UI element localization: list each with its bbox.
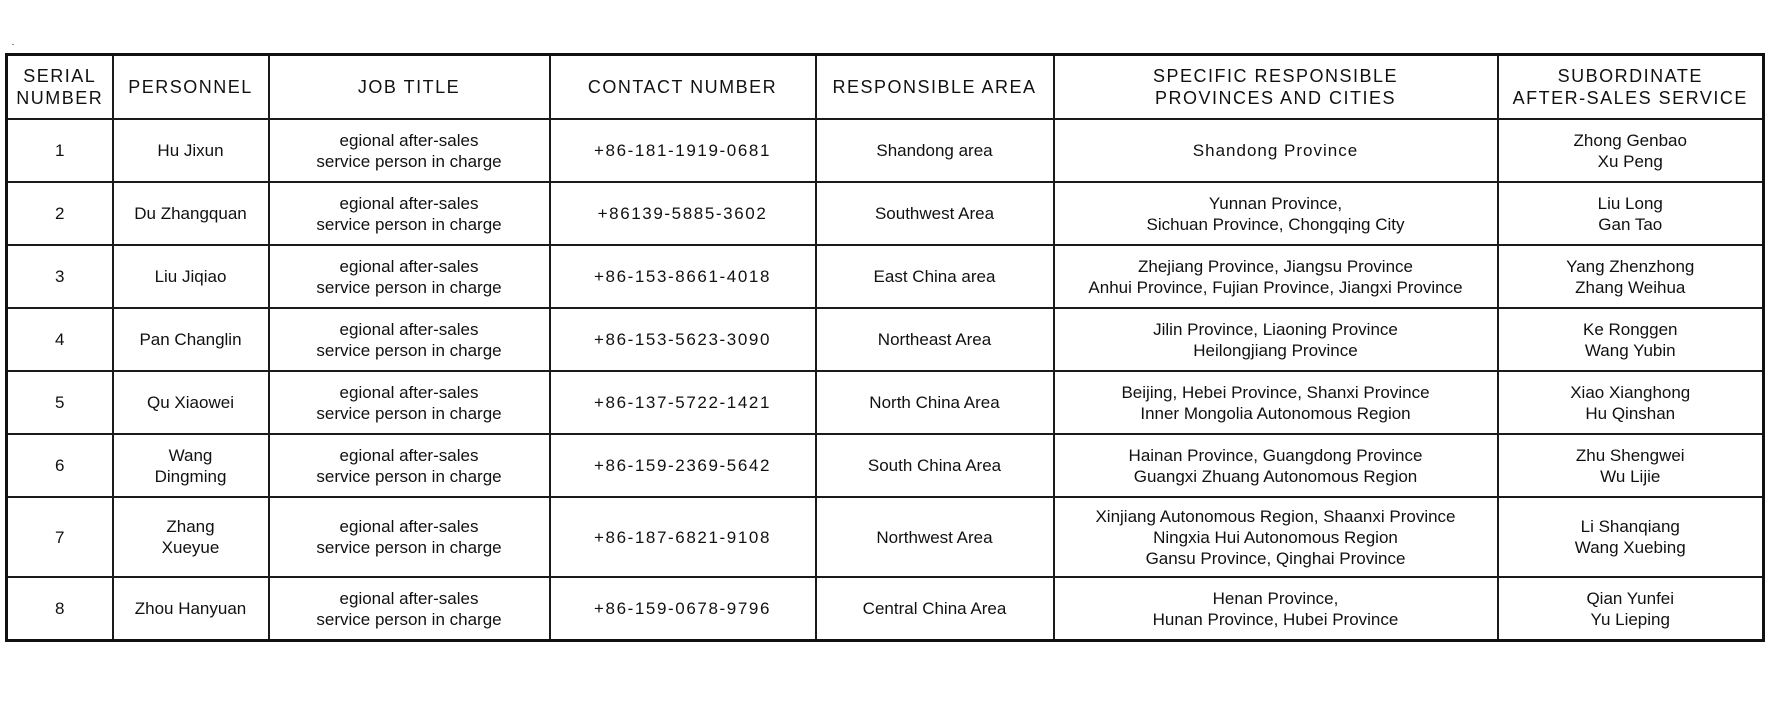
job-title-cell: egional after-sales service person in charge (269, 182, 550, 245)
provinces-cell: Hainan Province, Guangdong Province Guangxi Zhuang Autonomous Region (1054, 434, 1498, 497)
personnel-cell: Zhou Hanyuan (113, 577, 269, 641)
contact-number-cell: +86-153-5623-3090 (550, 308, 816, 371)
responsible-area-cell: Central China Area (816, 577, 1054, 641)
table-header-row (7, 55, 1764, 120)
provinces-cell: Yunnan Province, Sichuan Province, Chongqing City (1054, 182, 1498, 245)
serial-cell: 6 (7, 434, 113, 497)
contact-number-cell: +86-187-6821-9108 (550, 497, 816, 577)
subordinates-cell: Xiao Xianghong Hu Qinshan (1498, 371, 1764, 434)
job-title-cell: egional after-sales service person in charge (269, 308, 550, 371)
table-row (7, 434, 1764, 497)
contact-number-cell: +86-137-5722-1421 (550, 371, 816, 434)
provinces-cell: Zhejiang Province, Jiangsu Province Anhui Province, Fujian Province, Jiangxi Province (1054, 245, 1498, 308)
subordinates-cell: Zhong Genbao Xu Peng (1498, 119, 1764, 182)
serial-cell: 3 (7, 245, 113, 308)
table-row (7, 497, 1764, 577)
serial-cell: 4 (7, 308, 113, 371)
header-personnel: PERSONNEL (113, 55, 269, 120)
contact-number-cell: +86-159-0678-9796 (550, 577, 816, 641)
provinces-cell: Xinjiang Autonomous Region, Shaanxi Province Ningxia Hui Autonomous Region Gansu Province, Qinghai Province (1054, 497, 1498, 577)
personnel-cell: Qu Xiaowei (113, 371, 269, 434)
subordinates-cell: Ke Ronggen Wang Yubin (1498, 308, 1764, 371)
job-title-cell: egional after-sales service person in charge (269, 434, 550, 497)
table-row (7, 182, 1764, 245)
job-title-cell: egional after-sales service person in charge (269, 577, 550, 641)
personnel-cell: Du Zhangquan (113, 182, 269, 245)
job-title-cell: egional after-sales service person in charge (269, 119, 550, 182)
responsible-area-cell: North China Area (816, 371, 1054, 434)
contact-number-cell: +86-153-8661-4018 (550, 245, 816, 308)
job-title-cell: egional after-sales service person in charge (269, 371, 550, 434)
table-row (7, 308, 1764, 371)
serial-cell: 1 (7, 119, 113, 182)
responsible-area-cell: Southwest Area (816, 182, 1054, 245)
subordinates-cell: Zhu Shengwei Wu Lijie (1498, 434, 1764, 497)
stray-mark (12, 44, 14, 45)
header-contact-number: CONTACT NUMBER (550, 55, 816, 120)
personnel-cell: Wang Dingming (113, 434, 269, 497)
subordinates-cell: Qian Yunfei Yu Lieping (1498, 577, 1764, 641)
header-specific-provinces: SPECIFIC RESPONSIBLE PROVINCES AND CITIES (1054, 55, 1498, 120)
personnel-cell: Zhang Xueyue (113, 497, 269, 577)
contact-number-cell: +86-159-2369-5642 (550, 434, 816, 497)
after-sales-personnel-table (5, 53, 1765, 642)
responsible-area-cell: Shandong area (816, 119, 1054, 182)
header-subordinate-service: SUBORDINATE AFTER-SALES SERVICE (1498, 55, 1764, 120)
serial-cell: 8 (7, 577, 113, 641)
header-serial-number: SERIAL NUMBER (7, 55, 113, 120)
responsible-area-cell: Northeast Area (816, 308, 1054, 371)
table-row (7, 577, 1764, 641)
contact-number-cell: +86139-5885-3602 (550, 182, 816, 245)
subordinates-cell: Yang Zhenzhong Zhang Weihua (1498, 245, 1764, 308)
provinces-cell: Shandong Province (1054, 119, 1498, 182)
serial-cell: 5 (7, 371, 113, 434)
responsible-area-cell: Northwest Area (816, 497, 1054, 577)
table-row (7, 245, 1764, 308)
contact-number-cell: +86-181-1919-0681 (550, 119, 816, 182)
table-row (7, 371, 1764, 434)
job-title-cell: egional after-sales service person in charge (269, 497, 550, 577)
responsible-area-cell: South China Area (816, 434, 1054, 497)
personnel-cell: Pan Changlin (113, 308, 269, 371)
personnel-cell: Liu Jiqiao (113, 245, 269, 308)
provinces-cell: Henan Province, Hunan Province, Hubei Province (1054, 577, 1498, 641)
personnel-cell: Hu Jixun (113, 119, 269, 182)
serial-cell: 2 (7, 182, 113, 245)
responsible-area-cell: East China area (816, 245, 1054, 308)
header-job-title: JOB TITLE (269, 55, 550, 120)
table-row (7, 119, 1764, 182)
subordinates-cell: Liu Long Gan Tao (1498, 182, 1764, 245)
header-responsible-area: RESPONSIBLE AREA (816, 55, 1054, 120)
provinces-cell: Jilin Province, Liaoning Province Heilongjiang Province (1054, 308, 1498, 371)
provinces-cell: Beijing, Hebei Province, Shanxi Province Inner Mongolia Autonomous Region (1054, 371, 1498, 434)
subordinates-cell: Li Shanqiang Wang Xuebing (1498, 497, 1764, 577)
job-title-cell: egional after-sales service person in charge (269, 245, 550, 308)
serial-cell: 7 (7, 497, 113, 577)
